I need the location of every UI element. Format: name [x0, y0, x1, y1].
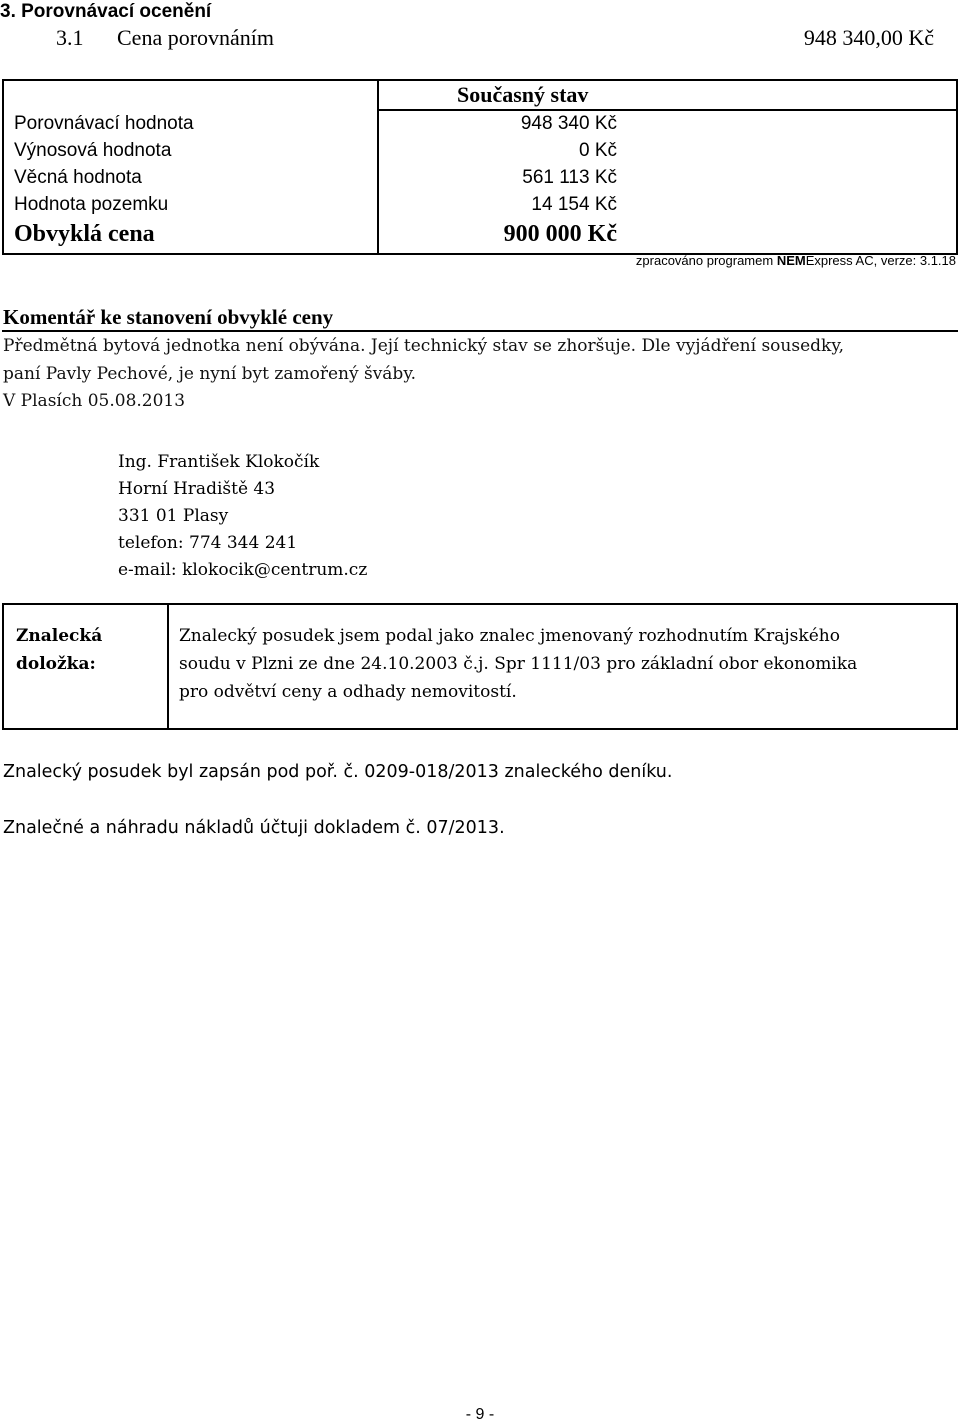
clause-heading-line: Znalecká: [16, 626, 103, 646]
signature-phone: telefon: 774 344 241: [118, 533, 298, 553]
summary-row-label: Porovnávací hodnota: [14, 113, 194, 134]
clause-text-line: pro odvětví ceny a odhady nemovitostí.: [179, 682, 517, 702]
clause-divider: [167, 605, 169, 728]
clause-text-line: soudu v Plzni ze dne 24.10.2003 č.j. Spr 1111/03 pro základní obor ekonomika: [179, 654, 858, 674]
signature-email: e-mail: klokocik@centrum.cz: [118, 560, 368, 580]
page-number: - 9 -: [465, 1406, 495, 1423]
summary-total-label: Obvyklá cena: [14, 221, 155, 247]
signature-name: Ing. František Klokočík: [118, 452, 320, 472]
summary-row-value: 948 340 Kč: [520, 113, 617, 134]
subsection-label: Cena porovnáním: [117, 25, 275, 50]
summary-header-rule: [377, 109, 956, 111]
section-title: 3. Porovnávací ocenění: [0, 1, 212, 22]
summary-row-label: Výnosová hodnota: [14, 140, 172, 161]
credit-prefix: zpracováno programem: [635, 253, 777, 268]
subsection-value: 948 340,00 Kč: [803, 25, 934, 50]
summary-divider: [377, 81, 379, 253]
summary-column-header: Současný stav: [457, 82, 589, 107]
registry-note: Znalecký posudek byl zapsán pod poř. č. 0209-018/2013 znaleckého deníku.: [3, 762, 673, 782]
comment-rule: [2, 330, 958, 332]
comment-heading: Komentář ke stanovení obvyklé ceny: [3, 305, 334, 329]
credit-suffix: Express AC, verze: 3.1.18: [805, 253, 956, 268]
comment-line: Předmětná bytová jednotka není obývána. Její technický stav se zhoršuje. Dle vyjádření sousedky,: [3, 336, 845, 356]
summary-row-label: Věcná hodnota: [14, 167, 142, 188]
software-credit: [636, 253, 956, 269]
summary-row-value: 0 Kč: [578, 140, 617, 161]
summary-total-value: 900 000 Kč: [503, 221, 617, 247]
comment-date: V Plasích 05.08.2013: [3, 391, 186, 411]
signature-city: 331 01 Plasy: [118, 506, 229, 526]
summary-row-label: Hodnota pozemku: [14, 194, 169, 215]
credit-brand: NEM: [776, 253, 806, 268]
clause-heading: [16, 622, 126, 678]
signature-address: Horní Hradiště 43: [118, 479, 276, 499]
clause-text: [179, 622, 949, 706]
clause-text-line: Znalecký posudek jsem podal jako znalec jmenovaný rozhodnutím Krajského: [179, 626, 840, 646]
expert-clause-box: [2, 603, 958, 730]
comment-line: paní Pavly Pechové, je nyní byt zamořený šváby.: [3, 364, 417, 384]
summary-table: [2, 79, 958, 255]
fee-note: Znalečné a náhradu nákladů účtuji dokladem č. 07/2013.: [3, 818, 505, 838]
subsection-number: 3.1: [56, 25, 84, 50]
summary-row-value: 14 154 Kč: [531, 194, 617, 215]
summary-row-value: 561 113 Kč: [522, 167, 617, 188]
clause-heading-line: doložka:: [16, 654, 96, 674]
